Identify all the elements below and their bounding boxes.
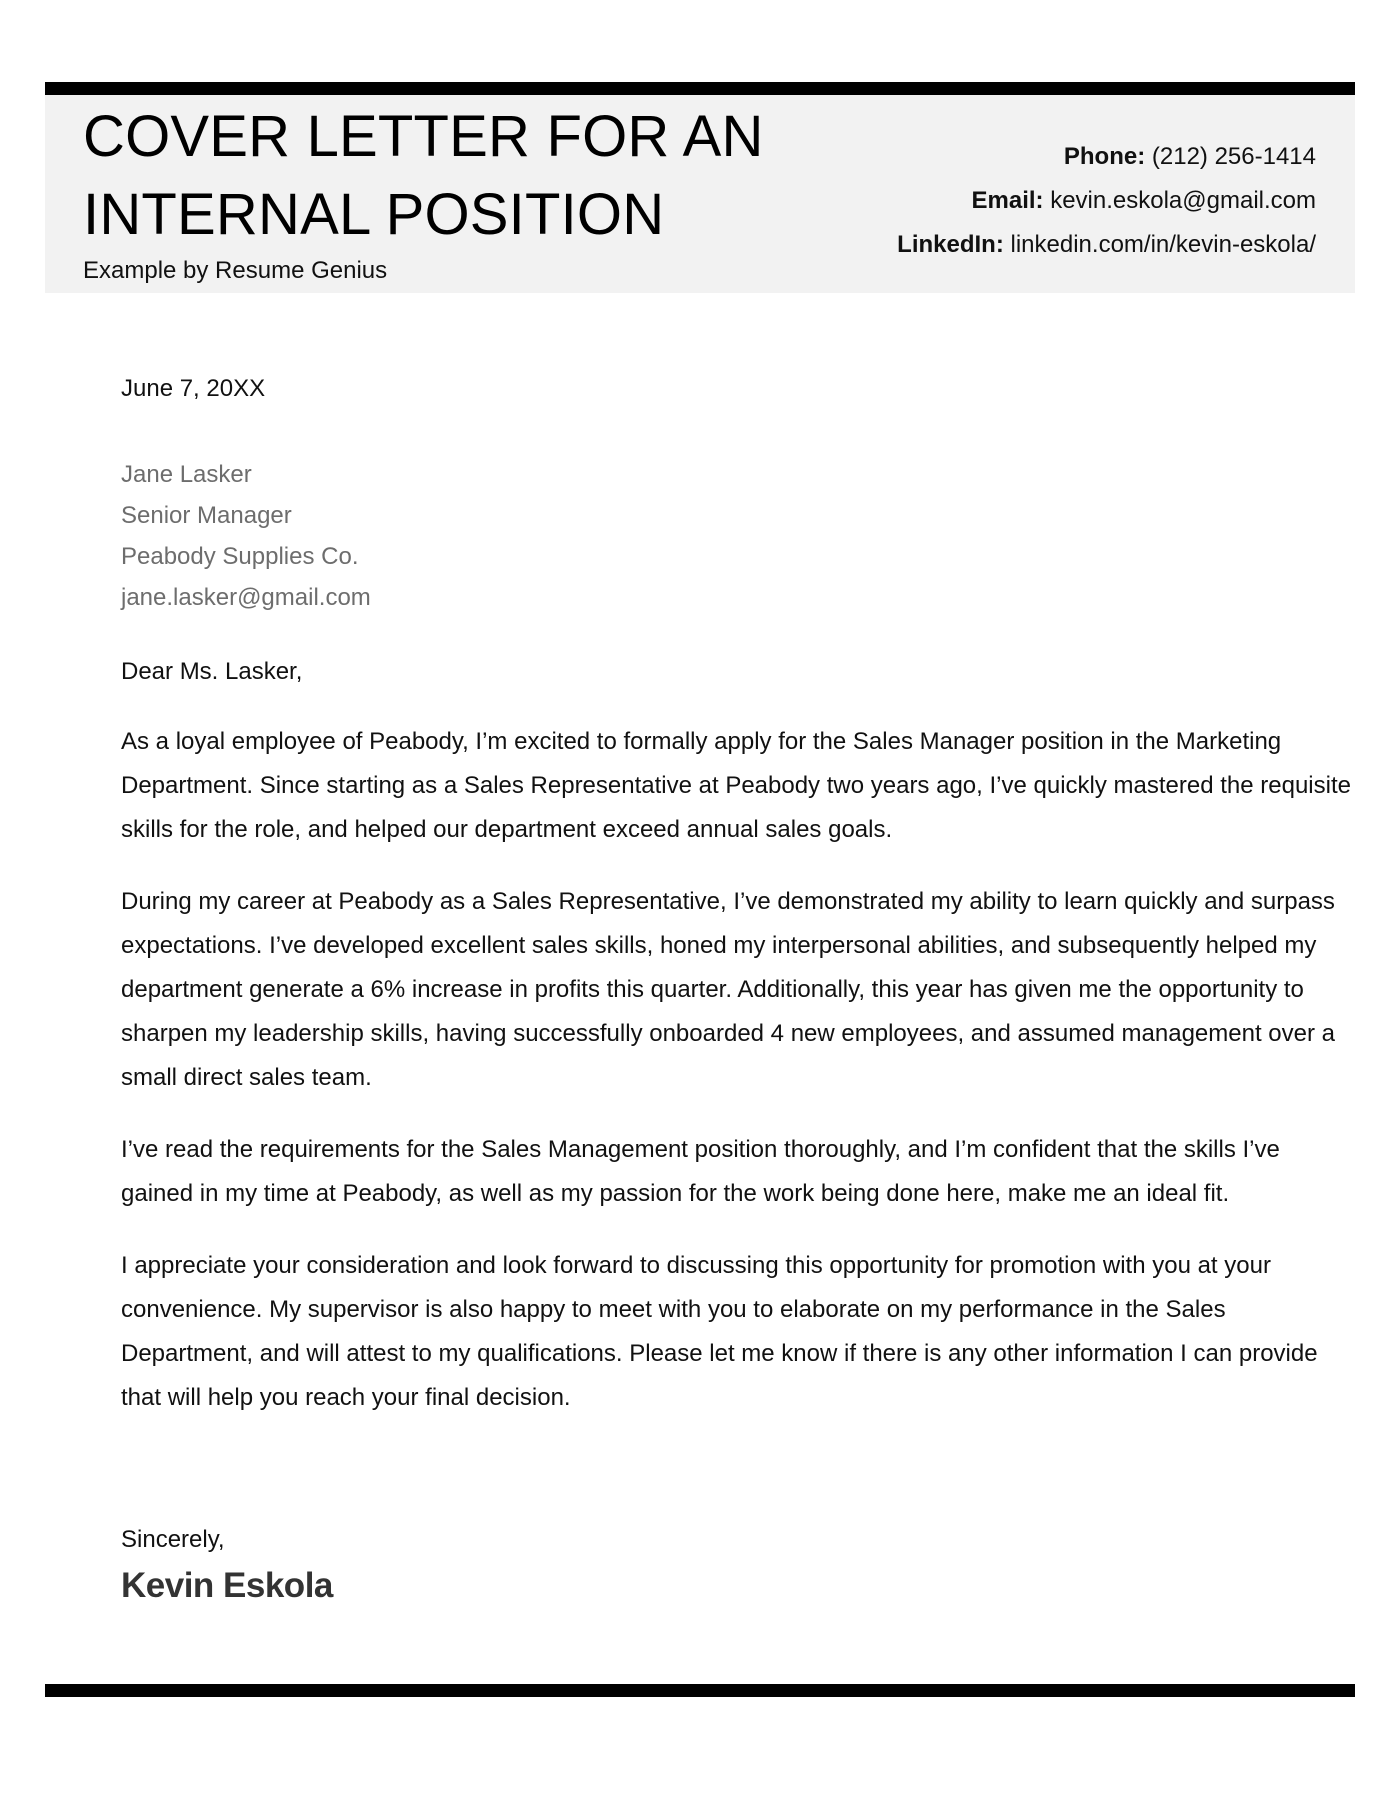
recipient-name: Jane Lasker: [121, 461, 252, 488]
contact-linkedin: [756, 223, 1316, 267]
recipient-company: Peabody Supplies Co.: [121, 543, 359, 570]
email-label: Email:: [971, 187, 1044, 214]
body-paragraph-1: As a loyal employee of Peabody, I’m excited to formally apply for the Sales Manager position in the Marketing Department. Since starting as a Sales Representative at Peabody two years ago, I’ve quickly mastered the requisite skills for the role, and helped our department exceed annual sales goals.: [121, 728, 1351, 843]
email-value: kevin.eskola@gmail.com: [1050, 187, 1316, 214]
salutation: Dear Ms. Lasker,: [121, 658, 303, 685]
contact-block: [756, 135, 1316, 267]
signature-name: Kevin Eskola: [121, 1566, 333, 1605]
letter-date: June 7, 20XX: [121, 375, 266, 402]
linkedin-value: linkedin.com/in/kevin-eskola/: [1010, 231, 1316, 258]
letter-body: [121, 720, 1353, 1448]
body-paragraph-3: I’ve read the requirements for the Sales Management position thoroughly, and I’m confident that the skills I’ve gained in my time at Peabody, as well as my passion for the work being done here, make me an ideal fit.: [121, 1136, 1280, 1207]
title-line-2: INTERNAL POSITION: [83, 182, 665, 247]
contact-email: [756, 179, 1316, 223]
document-title: [83, 98, 783, 254]
recipient-email: jane.lasker@gmail.com: [121, 584, 371, 611]
document-subtitle: Example by Resume Genius: [83, 257, 388, 284]
phone-label: Phone:: [1063, 143, 1146, 170]
body-paragraph-2: During my career at Peabody as a Sales Representative, I’ve demonstrated my ability to learn quickly and surpass expectations. I’ve developed excellent sales skills, honed my interpersonal abilities, and subsequently helped my department generate a 6% increase in profits this quarter. Additionally, this year has given me the opportunity to sharpen my leadership skills, having successfully onboarded 4 new employees, and assumed management over a small direct sales team.: [121, 888, 1336, 1091]
title-line-1: COVER LETTER FOR AN: [83, 104, 764, 169]
top-divider-bar: [45, 82, 1355, 95]
closing: Sincerely,: [121, 1526, 225, 1553]
recipient-title: Senior Manager: [121, 502, 292, 529]
phone-value: (212) 256-1414: [1151, 143, 1316, 170]
body-paragraph-4: I appreciate your consideration and look forward to discussing this opportunity for promotion with you at your convenience. My supervisor is also happy to meet with you to elaborate on my performance in the Sales Department, and will attest to my qualifications. Please let me know if there is any other information I can provide that will help you reach your final decision.: [121, 1252, 1318, 1411]
contact-phone: [756, 135, 1316, 179]
recipient-block: [121, 454, 371, 618]
linkedin-label: LinkedIn:: [897, 231, 1004, 258]
bottom-divider-bar: [45, 1684, 1355, 1697]
